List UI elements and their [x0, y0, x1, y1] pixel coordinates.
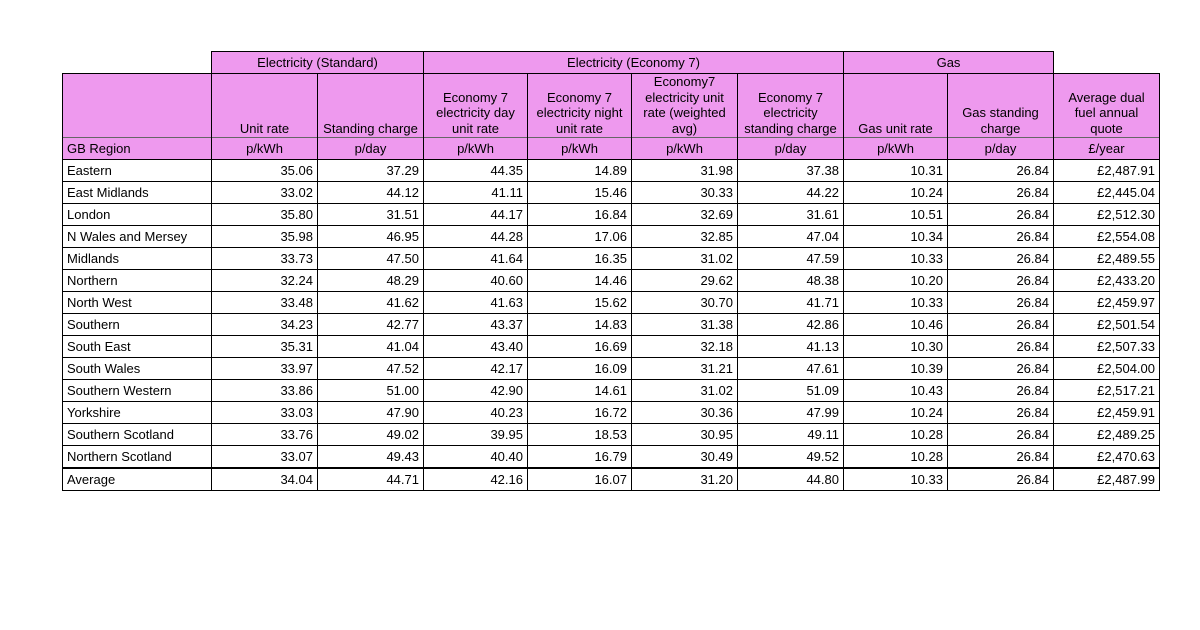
- value-cell: 32.85: [632, 226, 738, 248]
- value-cell: 44.28: [424, 226, 528, 248]
- column-header: Standing charge: [318, 74, 424, 138]
- value-cell: 49.02: [318, 424, 424, 446]
- value-cell: 16.84: [528, 204, 632, 226]
- value-cell: 31.98: [632, 160, 738, 182]
- region-cell: East Midlands: [63, 182, 212, 204]
- value-cell: 33.97: [212, 358, 318, 380]
- table-row: [63, 204, 1160, 226]
- value-cell: 41.71: [738, 292, 844, 314]
- table-row: [63, 314, 1160, 336]
- column-header: Average dual fuel annual quote: [1054, 74, 1160, 138]
- value-cell: £2,517.21: [1054, 380, 1160, 402]
- table-body: [63, 160, 1160, 491]
- table-row: [63, 358, 1160, 380]
- value-cell: 47.59: [738, 248, 844, 270]
- value-cell: 10.28: [844, 424, 948, 446]
- value-cell: £2,554.08: [1054, 226, 1160, 248]
- tariff-table: [62, 51, 1160, 491]
- value-cell: 33.07: [212, 446, 318, 469]
- unit-label: p/day: [318, 138, 424, 160]
- value-cell: 30.49: [632, 446, 738, 469]
- column-header: Gas standing charge: [948, 74, 1054, 138]
- blank-corner-right: [1054, 52, 1160, 74]
- value-cell: 10.34: [844, 226, 948, 248]
- value-cell: 41.04: [318, 336, 424, 358]
- value-cell: 15.62: [528, 292, 632, 314]
- value-cell: 51.09: [738, 380, 844, 402]
- value-cell: 40.60: [424, 270, 528, 292]
- value-cell: 44.22: [738, 182, 844, 204]
- value-cell: 10.51: [844, 204, 948, 226]
- region-cell: London: [63, 204, 212, 226]
- unit-label: p/kWh: [844, 138, 948, 160]
- value-cell: 34.23: [212, 314, 318, 336]
- value-cell: £2,504.00: [1054, 358, 1160, 380]
- value-cell: 42.17: [424, 358, 528, 380]
- value-cell: 37.29: [318, 160, 424, 182]
- region-cell: Northern Scotland: [63, 446, 212, 469]
- value-cell: 48.29: [318, 270, 424, 292]
- value-cell: 33.03: [212, 402, 318, 424]
- value-cell: 14.83: [528, 314, 632, 336]
- value-cell: 32.69: [632, 204, 738, 226]
- value-cell: 46.95: [318, 226, 424, 248]
- table-row: [63, 380, 1160, 402]
- value-cell: 44.12: [318, 182, 424, 204]
- value-cell: 31.51: [318, 204, 424, 226]
- value-cell: 33.73: [212, 248, 318, 270]
- column-header: Gas unit rate: [844, 74, 948, 138]
- value-cell: 26.84: [948, 226, 1054, 248]
- value-cell: 15.46: [528, 182, 632, 204]
- value-cell: 10.33: [844, 248, 948, 270]
- value-cell: 30.95: [632, 424, 738, 446]
- value-cell: 44.17: [424, 204, 528, 226]
- value-cell: 31.61: [738, 204, 844, 226]
- value-cell: 16.72: [528, 402, 632, 424]
- unit-label: p/day: [738, 138, 844, 160]
- value-cell: 14.89: [528, 160, 632, 182]
- table-row: [63, 292, 1160, 314]
- region-cell: N Wales and Mersey: [63, 226, 212, 248]
- column-header: Economy 7 electricity day unit rate: [424, 74, 528, 138]
- value-cell: 32.18: [632, 336, 738, 358]
- value-cell: 35.98: [212, 226, 318, 248]
- value-cell: 16.09: [528, 358, 632, 380]
- unit-label: p/kWh: [528, 138, 632, 160]
- unit-label: £/year: [1054, 138, 1160, 160]
- value-cell: 44.80: [738, 468, 844, 491]
- value-cell: 10.30: [844, 336, 948, 358]
- value-cell: 42.90: [424, 380, 528, 402]
- average-row: [63, 468, 1160, 491]
- value-cell: 10.20: [844, 270, 948, 292]
- value-cell: 41.13: [738, 336, 844, 358]
- unit-label: p/kWh: [212, 138, 318, 160]
- value-cell: 26.84: [948, 270, 1054, 292]
- group-header-electricity-economy7: Electricity (Economy 7): [424, 52, 844, 74]
- column-header: Economy 7 electricity standing charge: [738, 74, 844, 138]
- group-header-gas: Gas: [844, 52, 1054, 74]
- value-cell: 47.61: [738, 358, 844, 380]
- value-cell: 35.31: [212, 336, 318, 358]
- value-cell: 16.79: [528, 446, 632, 469]
- value-cell: 26.84: [948, 160, 1054, 182]
- value-cell: £2,470.63: [1054, 446, 1160, 469]
- table-row: [63, 226, 1160, 248]
- value-cell: 26.84: [948, 204, 1054, 226]
- region-cell: North West: [63, 292, 212, 314]
- value-cell: 10.24: [844, 182, 948, 204]
- region-cell: Average: [63, 468, 212, 491]
- value-cell: 26.84: [948, 358, 1054, 380]
- value-cell: 33.48: [212, 292, 318, 314]
- table-row: [63, 270, 1160, 292]
- value-cell: £2,512.30: [1054, 204, 1160, 226]
- value-cell: £2,459.91: [1054, 402, 1160, 424]
- table-row: [63, 446, 1160, 469]
- value-cell: 26.84: [948, 336, 1054, 358]
- value-cell: 42.86: [738, 314, 844, 336]
- value-cell: £2,459.97: [1054, 292, 1160, 314]
- value-cell: 31.02: [632, 248, 738, 270]
- value-cell: 51.00: [318, 380, 424, 402]
- value-cell: £2,433.20: [1054, 270, 1160, 292]
- region-cell: Eastern: [63, 160, 212, 182]
- value-cell: 26.84: [948, 182, 1054, 204]
- column-header: Unit rate: [212, 74, 318, 138]
- region-cell: Southern Western: [63, 380, 212, 402]
- value-cell: 44.71: [318, 468, 424, 491]
- unit-label: p/kWh: [632, 138, 738, 160]
- value-cell: 18.53: [528, 424, 632, 446]
- value-cell: 26.84: [948, 446, 1054, 469]
- value-cell: 47.04: [738, 226, 844, 248]
- blank-corner: [63, 52, 212, 74]
- column-header: Economy7 electricity unit rate (weighted avg): [632, 74, 738, 138]
- value-cell: 42.16: [424, 468, 528, 491]
- value-cell: £2,489.55: [1054, 248, 1160, 270]
- value-cell: £2,489.25: [1054, 424, 1160, 446]
- value-cell: 33.02: [212, 182, 318, 204]
- value-cell: 14.46: [528, 270, 632, 292]
- value-cell: £2,487.91: [1054, 160, 1160, 182]
- value-cell: 41.64: [424, 248, 528, 270]
- value-cell: 43.40: [424, 336, 528, 358]
- value-cell: 33.76: [212, 424, 318, 446]
- table-row: [63, 182, 1160, 204]
- value-cell: 16.35: [528, 248, 632, 270]
- value-cell: 31.21: [632, 358, 738, 380]
- value-cell: 35.06: [212, 160, 318, 182]
- value-cell: 29.62: [632, 270, 738, 292]
- value-cell: 16.07: [528, 468, 632, 491]
- value-cell: 30.36: [632, 402, 738, 424]
- value-cell: 31.02: [632, 380, 738, 402]
- region-cell: South Wales: [63, 358, 212, 380]
- value-cell: 10.33: [844, 468, 948, 491]
- value-cell: 10.33: [844, 292, 948, 314]
- value-cell: 47.99: [738, 402, 844, 424]
- value-cell: 49.52: [738, 446, 844, 469]
- value-cell: 37.38: [738, 160, 844, 182]
- value-cell: 43.37: [424, 314, 528, 336]
- value-cell: 44.35: [424, 160, 528, 182]
- table-row: [63, 402, 1160, 424]
- region-cell: Northern: [63, 270, 212, 292]
- table-row: [63, 160, 1160, 182]
- value-cell: 47.90: [318, 402, 424, 424]
- region-cell: Southern Scotland: [63, 424, 212, 446]
- value-cell: £2,501.54: [1054, 314, 1160, 336]
- value-cell: 34.04: [212, 468, 318, 491]
- value-cell: 10.46: [844, 314, 948, 336]
- value-cell: 16.69: [528, 336, 632, 358]
- value-cell: 26.84: [948, 402, 1054, 424]
- region-header: GB Region: [63, 138, 212, 160]
- value-cell: 49.11: [738, 424, 844, 446]
- value-cell: 30.33: [632, 182, 738, 204]
- table-row: [63, 424, 1160, 446]
- table-row: [63, 336, 1160, 358]
- value-cell: 10.31: [844, 160, 948, 182]
- value-cell: 47.50: [318, 248, 424, 270]
- value-cell: 39.95: [424, 424, 528, 446]
- value-cell: 33.86: [212, 380, 318, 402]
- value-cell: 10.24: [844, 402, 948, 424]
- value-cell: £2,445.04: [1054, 182, 1160, 204]
- table-row: [63, 248, 1160, 270]
- value-cell: 14.61: [528, 380, 632, 402]
- value-cell: 40.40: [424, 446, 528, 469]
- value-cell: 31.38: [632, 314, 738, 336]
- region-cell: Yorkshire: [63, 402, 212, 424]
- unit-label: p/kWh: [424, 138, 528, 160]
- value-cell: 26.84: [948, 468, 1054, 491]
- value-cell: 31.20: [632, 468, 738, 491]
- value-cell: 17.06: [528, 226, 632, 248]
- value-cell: 47.52: [318, 358, 424, 380]
- value-cell: 10.39: [844, 358, 948, 380]
- column-header: Economy 7 electricity night unit rate: [528, 74, 632, 138]
- value-cell: £2,487.99: [1054, 468, 1160, 491]
- value-cell: 35.80: [212, 204, 318, 226]
- value-cell: £2,507.33: [1054, 336, 1160, 358]
- value-cell: 40.23: [424, 402, 528, 424]
- value-cell: 42.77: [318, 314, 424, 336]
- unit-label: p/day: [948, 138, 1054, 160]
- region-cell: Southern: [63, 314, 212, 336]
- value-cell: 49.43: [318, 446, 424, 469]
- value-cell: 26.84: [948, 248, 1054, 270]
- region-cell: Midlands: [63, 248, 212, 270]
- value-cell: 41.63: [424, 292, 528, 314]
- value-cell: 10.28: [844, 446, 948, 469]
- value-cell: 48.38: [738, 270, 844, 292]
- value-cell: 41.11: [424, 182, 528, 204]
- value-cell: 26.84: [948, 380, 1054, 402]
- value-cell: 41.62: [318, 292, 424, 314]
- region-cell: South East: [63, 336, 212, 358]
- value-cell: 26.84: [948, 424, 1054, 446]
- group-header-electricity-standard: Electricity (Standard): [212, 52, 424, 74]
- value-cell: 32.24: [212, 270, 318, 292]
- value-cell: 30.70: [632, 292, 738, 314]
- region-header-spacer: [63, 74, 212, 138]
- value-cell: 26.84: [948, 314, 1054, 336]
- value-cell: 26.84: [948, 292, 1054, 314]
- value-cell: 10.43: [844, 380, 948, 402]
